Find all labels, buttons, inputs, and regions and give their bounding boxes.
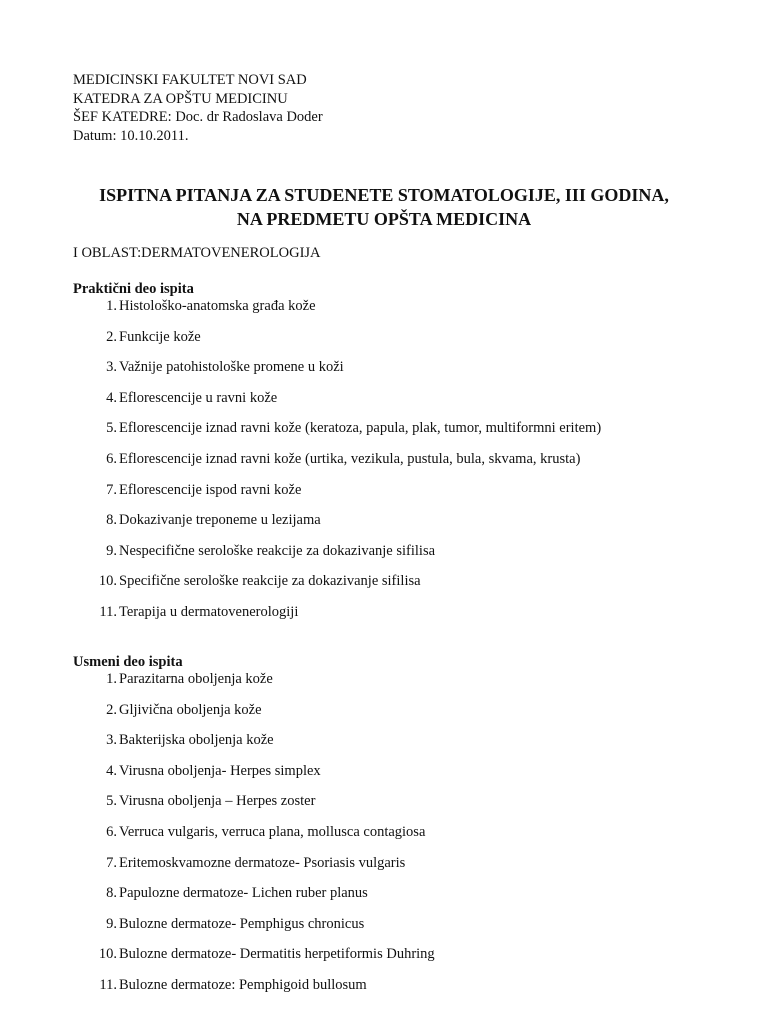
item-text: Papulozne dermatoze- Lichen ruber planus — [119, 885, 368, 902]
faculty-name: MEDICINSKI FAKULTET NOVI SAD — [73, 72, 307, 88]
item-text: Dokazivanje treponeme u lezijama — [119, 512, 321, 529]
item-number: 11. — [99, 976, 117, 993]
item-number: 10. — [98, 573, 117, 590]
item-number: 8. — [106, 885, 117, 902]
list-item — [0, 481, 768, 512]
title-line-2: NA PREDMETU OPŠTA MEDICINA — [236, 209, 532, 229]
item-number: 4. — [106, 389, 117, 406]
item-number: 9. — [106, 542, 117, 559]
list-item — [0, 854, 768, 885]
list-item — [0, 945, 768, 976]
document-date: Datum: 10.10.2011. — [73, 127, 189, 144]
item-number: 10. — [98, 946, 117, 963]
item-text: Parazitarna oboljenja kože — [119, 671, 273, 687]
item-text: Nespecifične serološke reakcije za dokazivanje sifilisa — [119, 542, 436, 559]
department-head: ŠEF KATEDRE: Doc. dr Radoslava Doder — [73, 109, 323, 126]
item-number: 11. — [99, 603, 117, 620]
item-text: Eflorescencije iznad ravni kože (keratoza, papula, plak, tumor, multiformni eritem) — [119, 420, 602, 437]
list-item — [0, 731, 768, 762]
list-item — [0, 542, 768, 573]
list-item — [0, 328, 768, 359]
item-number: 7. — [106, 481, 117, 498]
item-text: Eritemoskvamozne dermatoze- Psoriasis vulgaris — [119, 854, 406, 871]
practical-section-heading: Praktični deo ispita — [73, 281, 194, 297]
title-line-1: ISPITNA PITANJA ZA STUDENETE STOMATOLOGIJE, III GODINA, — [99, 185, 669, 205]
item-number: 1. — [106, 671, 117, 687]
item-text: Terapija u dermatovenerologiji — [119, 603, 299, 620]
list-item — [0, 915, 768, 946]
item-number: 2. — [106, 328, 117, 345]
list-item — [0, 511, 768, 542]
item-number: 3. — [106, 359, 117, 376]
item-text: Virusna oboljenja- Herpes simplex — [119, 762, 321, 779]
item-number: 6. — [106, 823, 117, 840]
list-item — [0, 670, 768, 701]
item-text: Eflorescencije u ravni kože — [119, 389, 278, 406]
item-text: Funkcije kože — [119, 328, 201, 345]
item-number: 5. — [106, 793, 117, 810]
area-heading: I OBLAST:DERMATOVENEROLOGIJA — [73, 245, 321, 261]
list-item — [0, 701, 768, 732]
item-number: 6. — [106, 450, 117, 467]
item-text: Važnije patohistološke promene u koži — [119, 359, 344, 376]
oral-section-heading: Usmeni deo ispita — [73, 654, 183, 670]
department-name: KATEDRA ZA OPŠTU MEDICINU — [73, 90, 288, 107]
list-item — [0, 792, 768, 823]
list-item — [0, 419, 768, 450]
oral-question-list — [0, 670, 768, 1007]
item-number: 4. — [106, 762, 117, 779]
item-number: 3. — [106, 732, 117, 749]
item-number: 7. — [106, 854, 117, 871]
practical-question-list — [0, 297, 768, 634]
list-item — [0, 572, 768, 603]
item-text: Virusna oboljenja – Herpes zoster — [119, 793, 316, 810]
item-number: 8. — [106, 512, 117, 529]
list-item — [0, 450, 768, 481]
item-text: Bulozne dermatoze- Pemphigus chronicus — [119, 915, 365, 932]
item-text: Histološko-anatomska građa kože — [119, 298, 316, 314]
list-item — [0, 976, 768, 1007]
item-number: 1. — [106, 298, 117, 314]
item-text: Eflorescencije iznad ravni kože (urtika, vezikula, pustula, bula, skvama, krusta) — [119, 450, 581, 467]
list-item — [0, 762, 768, 793]
list-item — [0, 389, 768, 420]
list-item — [0, 823, 768, 854]
item-text: Bulozne dermatoze: Pemphigoid bullosum — [119, 976, 367, 993]
list-item — [0, 358, 768, 389]
item-text: Bulozne dermatoze- Dermatitis herpetiformis Duhring — [119, 946, 435, 963]
item-number: 9. — [106, 915, 117, 932]
item-number: 5. — [106, 420, 117, 437]
item-text: Specifične serološke reakcije za dokazivanje sifilisa — [119, 573, 421, 590]
list-item — [0, 603, 768, 634]
item-text: Gljivična oboljenja kože — [119, 701, 262, 718]
list-item — [0, 297, 768, 328]
list-item — [0, 884, 768, 915]
item-text: Eflorescencije ispod ravni kože — [119, 481, 302, 498]
item-number: 2. — [106, 701, 117, 718]
item-text: Verruca vulgaris, verruca plana, mollusca contagiosa — [119, 823, 426, 840]
item-text: Bakterijska oboljenja kože — [119, 732, 274, 749]
document-header — [73, 71, 323, 145]
document-title — [0, 183, 768, 231]
